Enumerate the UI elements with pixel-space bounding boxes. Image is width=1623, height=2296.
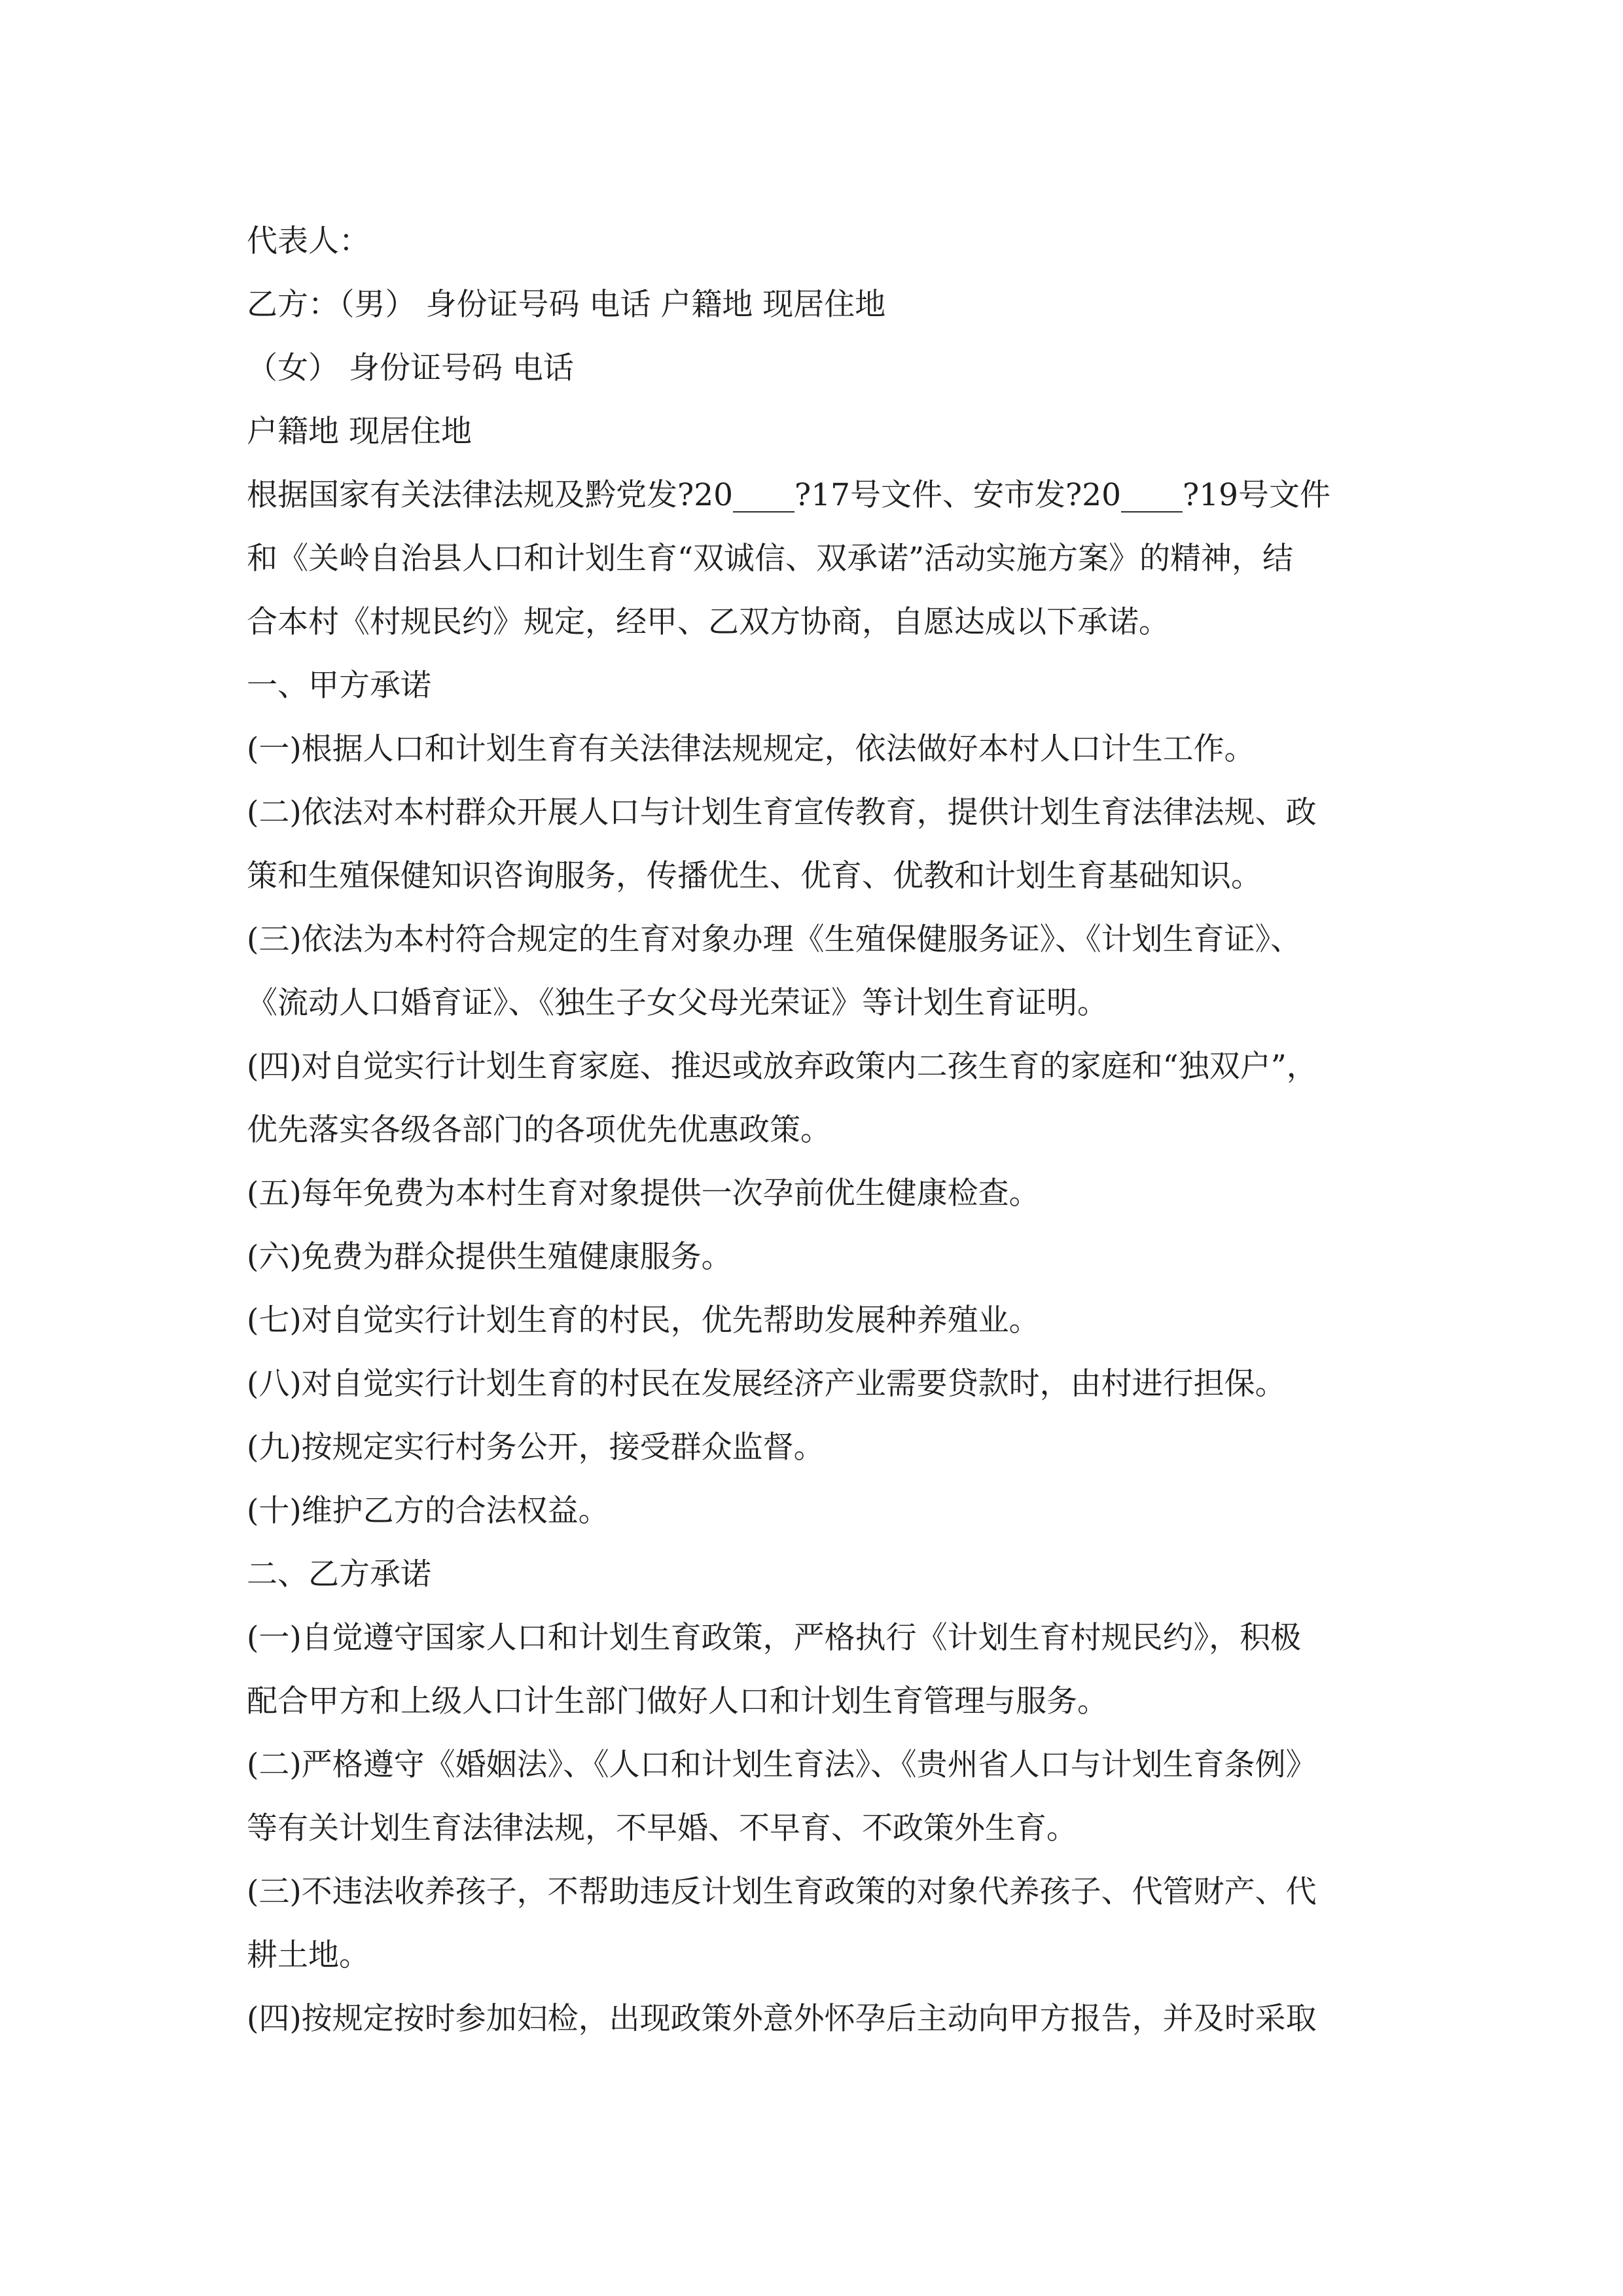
text-line: 优先落实各级各部门的各项优先优惠政策。 bbox=[247, 1112, 831, 1148]
text-line: (三)不违法收养孩子，不帮助违反计划生育政策的对象代养孩子、代管财产、代 bbox=[247, 1874, 1317, 1910]
text-line: 根据国家有关法律法规及黔党发?20____?17号文件、安市发?20____?19号文件 bbox=[247, 477, 1331, 513]
text-line: 配合甲方和上级人口计生部门做好人口和计划生育管理与服务。 bbox=[247, 1683, 1108, 1719]
document-body bbox=[247, 209, 1392, 2051]
section-heading: 二、乙方承诺 bbox=[247, 1556, 431, 1592]
text-line: (一)自觉遵守国家人口和计划生育政策，严格执行《计划生育村规民约》，积极 bbox=[247, 1620, 1302, 1656]
text-line: (五)每年免费为本村生育对象提供一次孕前优生健康检查。 bbox=[247, 1175, 1040, 1211]
text-line: 代表人： bbox=[247, 223, 370, 259]
text-line: 策和生殖保健知识咨询服务，传播优生、优育、优教和计划生育基础知识。 bbox=[247, 858, 1262, 894]
text-line: (四)按规定按时参加妇检，出现政策外意外怀孕后主动向甲方报告，并及时采取 bbox=[247, 2001, 1317, 2037]
text-line: （女） 身份证号码 电话 bbox=[247, 350, 574, 386]
section-heading: 一、甲方承诺 bbox=[247, 668, 431, 704]
text-line: (一)根据人口和计划生育有关法律法规规定，依法做好本村人口计生工作。 bbox=[247, 731, 1255, 767]
text-line: 等有关计划生育法律法规，不早婚、不早育、不政策外生育。 bbox=[247, 1810, 1077, 1846]
text-line: 耕土地。 bbox=[247, 1937, 370, 1973]
text-line: (八)对自觉实行计划生育的村民在发展经济产业需要贷款时，由村进行担保。 bbox=[247, 1366, 1286, 1402]
text-line: 和《关岭自治县人口和计划生育“双诚信、双承诺”活动实施方案》的精神，结 bbox=[247, 541, 1294, 577]
text-line: (九)按规定实行村务公开，接受群众监督。 bbox=[247, 1429, 825, 1465]
text-line: (四)对自觉实行计划生育家庭、推迟或放弃政策内二孩生育的家庭和“独双户”， bbox=[247, 1049, 1317, 1085]
text-line: (三)依法为本村符合规定的生育对象办理《生殖保健服务证》、《计划生育证》、 bbox=[247, 922, 1302, 958]
text-line: 户籍地 现居住地 bbox=[247, 414, 472, 450]
text-line: (二)严格遵守《婚姻法》、《人口和计划生育法》、《贵州省人口与计划生育条例》 bbox=[247, 1747, 1317, 1783]
text-line: 合本村《村规民约》规定，经甲、乙双方协商，自愿达成以下承诺。 bbox=[247, 604, 1169, 640]
text-line: 乙方：（男） 身份证号码 电话 户籍地 现居住地 bbox=[247, 287, 886, 323]
text-line: (十)维护乙方的合法权益。 bbox=[247, 1493, 609, 1529]
text-line: 《流动人口婚育证》、《独生子女父母光荣证》等计划生育证明。 bbox=[247, 985, 1108, 1021]
text-line: (七)对自觉实行计划生育的村民，优先帮助发展种养殖业。 bbox=[247, 1302, 1040, 1338]
text-line: (六)免费为群众提供生殖健康服务。 bbox=[247, 1239, 732, 1275]
text-line: (二)依法对本村群众开展人口与计划生育宣传教育，提供计划生育法律法规、政 bbox=[247, 795, 1317, 831]
